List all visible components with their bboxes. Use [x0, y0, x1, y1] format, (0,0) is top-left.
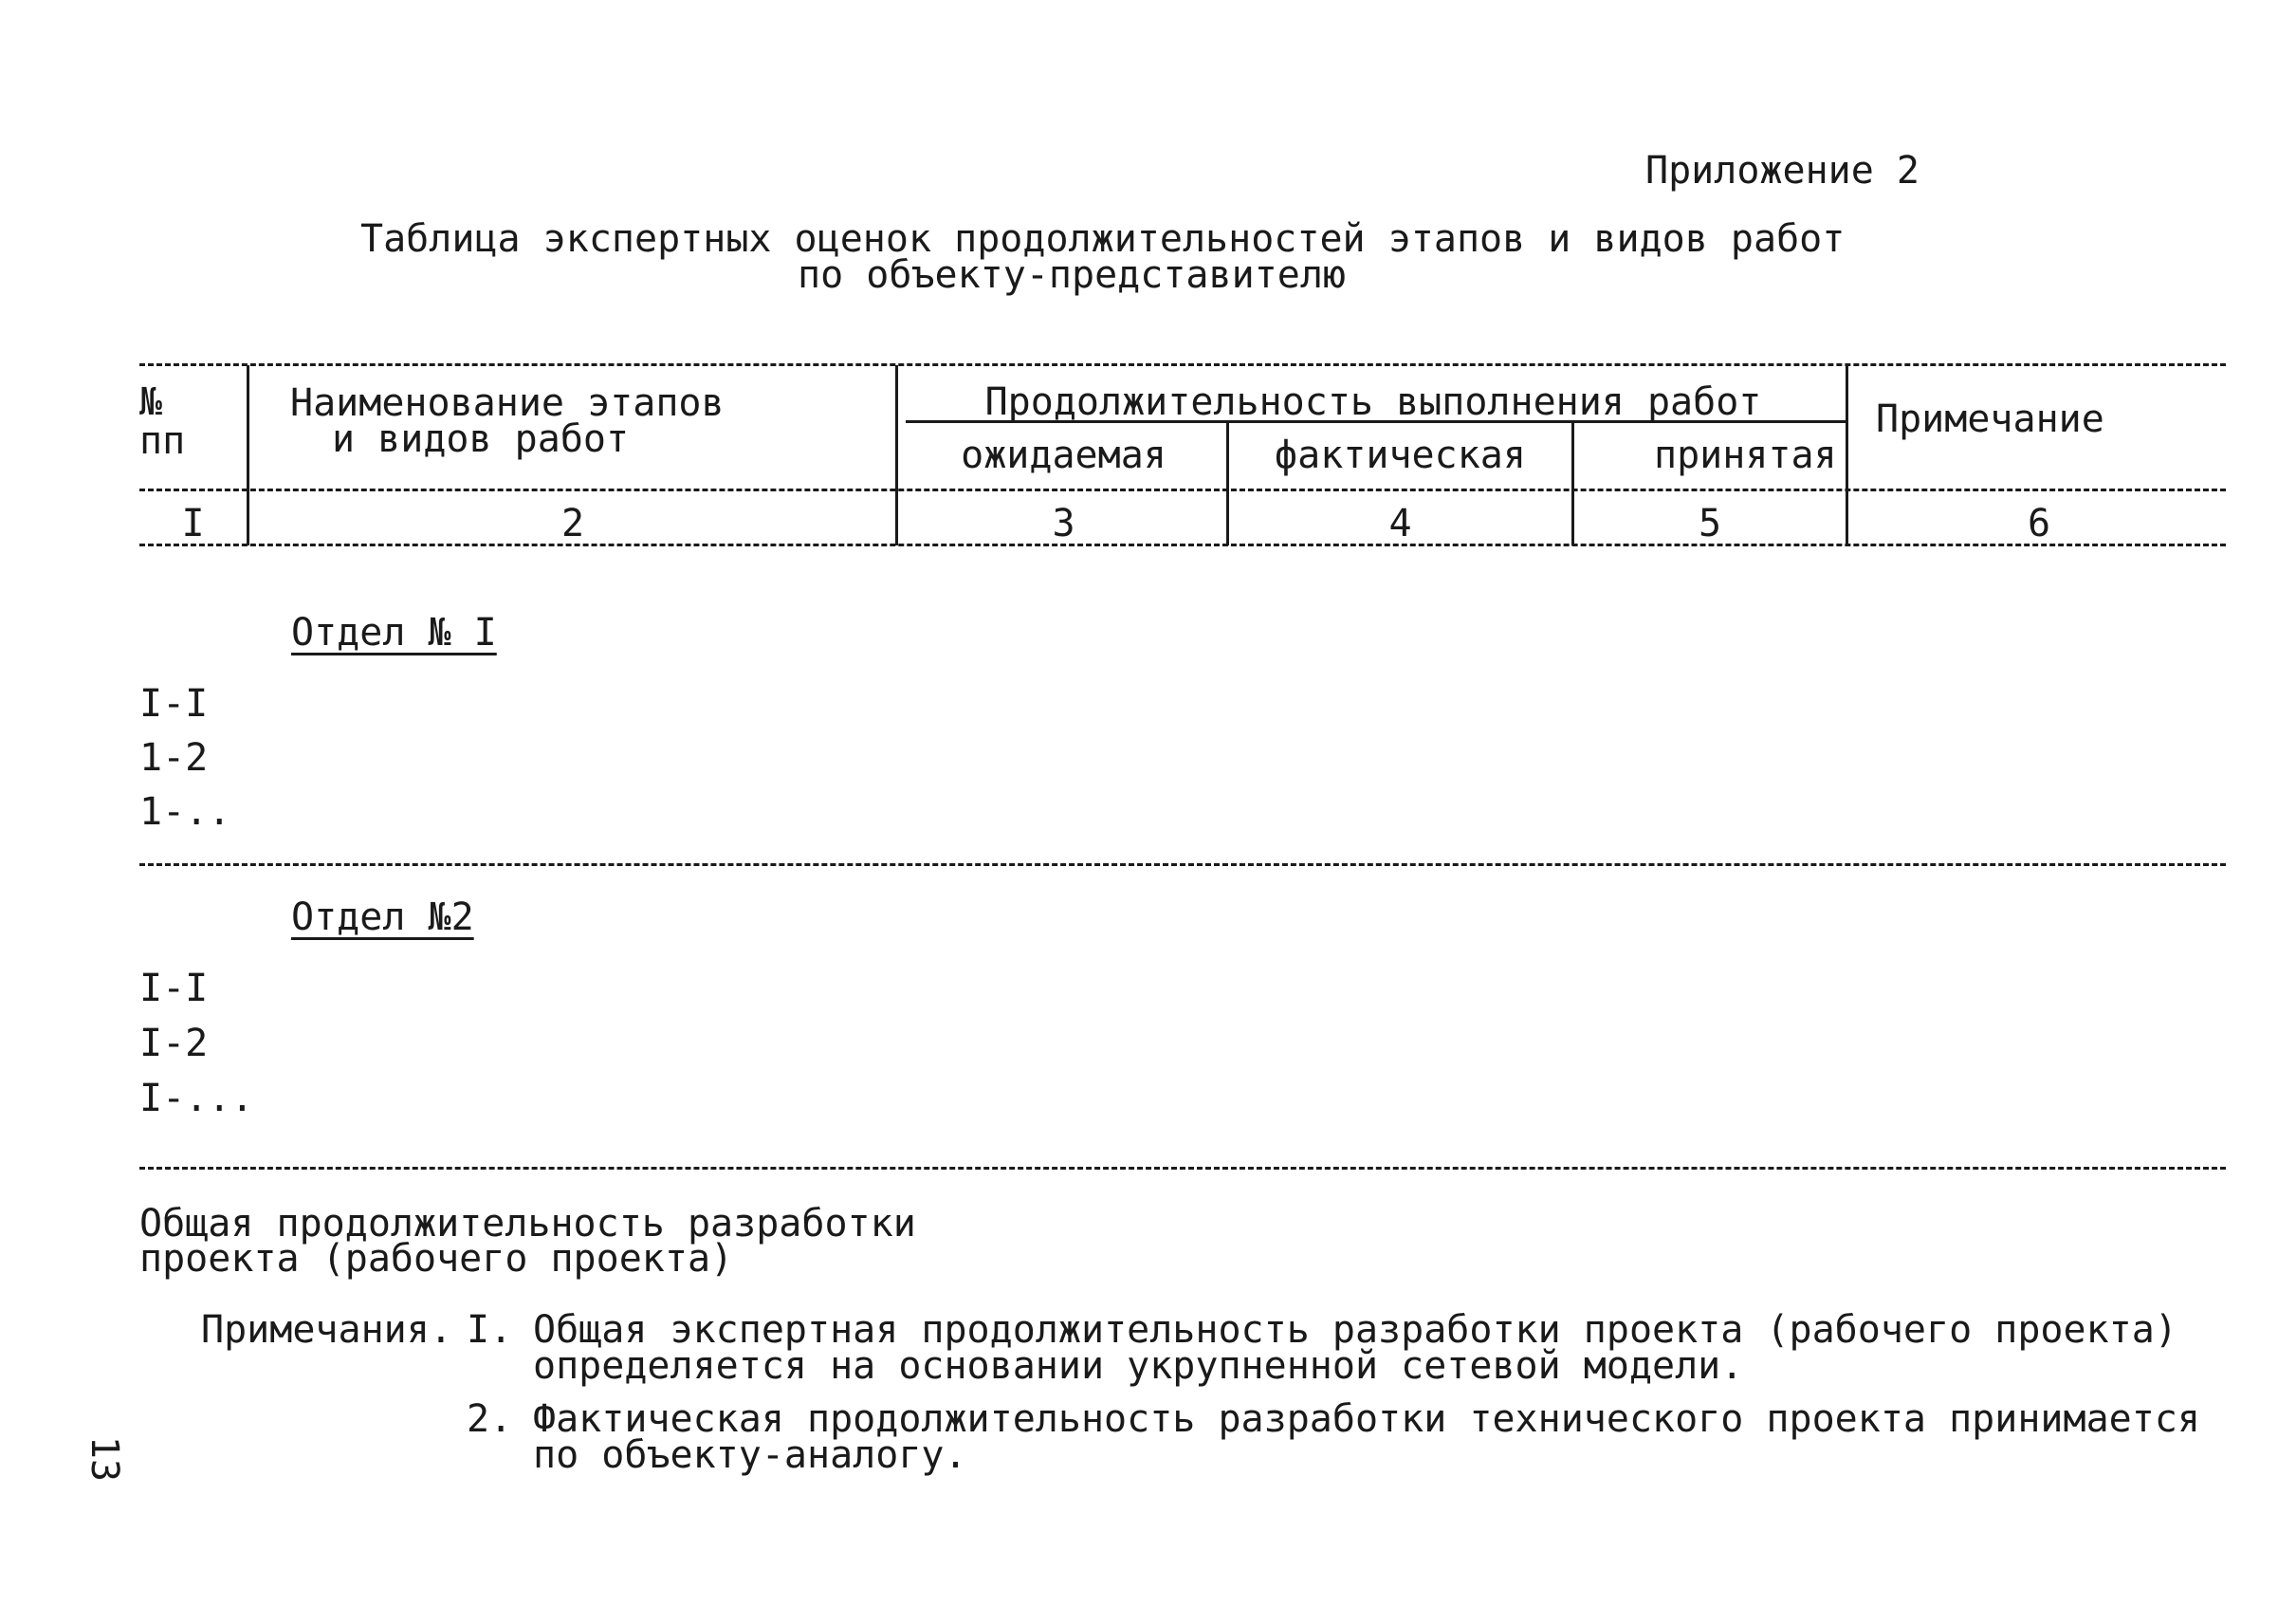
section-divider: [139, 863, 2226, 866]
table-header-separator: [139, 489, 2226, 491]
column-divider: [1846, 365, 1848, 545]
column-number-3: 3: [1052, 502, 1075, 545]
note-1-line-1: Общая экспертная продолжительность разработки проекта (рабочего проекта): [533, 1308, 2177, 1352]
header-duration-group: Продолжительность выполнения работ: [984, 380, 1762, 424]
total-line-1: Общая продолжительность разработки: [139, 1202, 916, 1246]
column-number-1: I: [181, 502, 205, 545]
appendix-label: Приложение 2: [1645, 149, 1919, 193]
list-item: 1-..: [139, 790, 231, 834]
list-item: I-2: [139, 1022, 209, 1065]
list-item: I-...: [139, 1077, 254, 1120]
note-2-line-2: по объекту-аналогу.: [533, 1433, 967, 1477]
header-accepted: принятая: [1654, 434, 1837, 477]
header-note: Примечание: [1876, 397, 2104, 441]
column-number-2: 2: [560, 502, 585, 545]
list-item: I-I: [139, 682, 209, 726]
table-top-border: [139, 363, 2226, 366]
column-divider: [895, 365, 898, 545]
title-line-2: по объекту-представителю: [798, 253, 1346, 297]
header-name-line-2: и видов работ: [332, 417, 630, 461]
header-expected: ожидаемая: [961, 434, 1166, 477]
header-number-line-1: №: [139, 380, 163, 424]
column-number-6: 6: [2027, 502, 2051, 545]
title-line-1: Таблица экспертных оценок продолжительностей этапов и видов работ: [360, 217, 1846, 261]
list-item: I-I: [139, 967, 209, 1010]
page-number: 13: [83, 1435, 127, 1483]
header-number-line-2: пп: [139, 419, 186, 463]
list-item: 1-2: [139, 736, 209, 780]
column-number-5: 5: [1698, 502, 1722, 545]
section-divider: [139, 1167, 2226, 1170]
section-title: Отдел № I: [291, 611, 497, 655]
note-1-line-2: определяется на основании укрупненной сетевой модели.: [533, 1344, 1744, 1388]
notes-label: Примечания.: [201, 1308, 452, 1352]
column-divider: [247, 365, 249, 545]
total-line-2: проекта (рабочего проекта): [139, 1237, 734, 1281]
section-title: Отдел №2: [291, 895, 474, 939]
column-number-4: 4: [1388, 502, 1412, 545]
header-name-line-1: Наименование этапов: [290, 381, 725, 425]
note-2-line-1: Фактическая продолжительность разработки технического проекта принимается: [533, 1397, 2200, 1441]
header-actual: фактическая: [1275, 434, 1526, 477]
note-number: I.: [467, 1308, 513, 1352]
note-number: 2.: [467, 1397, 513, 1441]
